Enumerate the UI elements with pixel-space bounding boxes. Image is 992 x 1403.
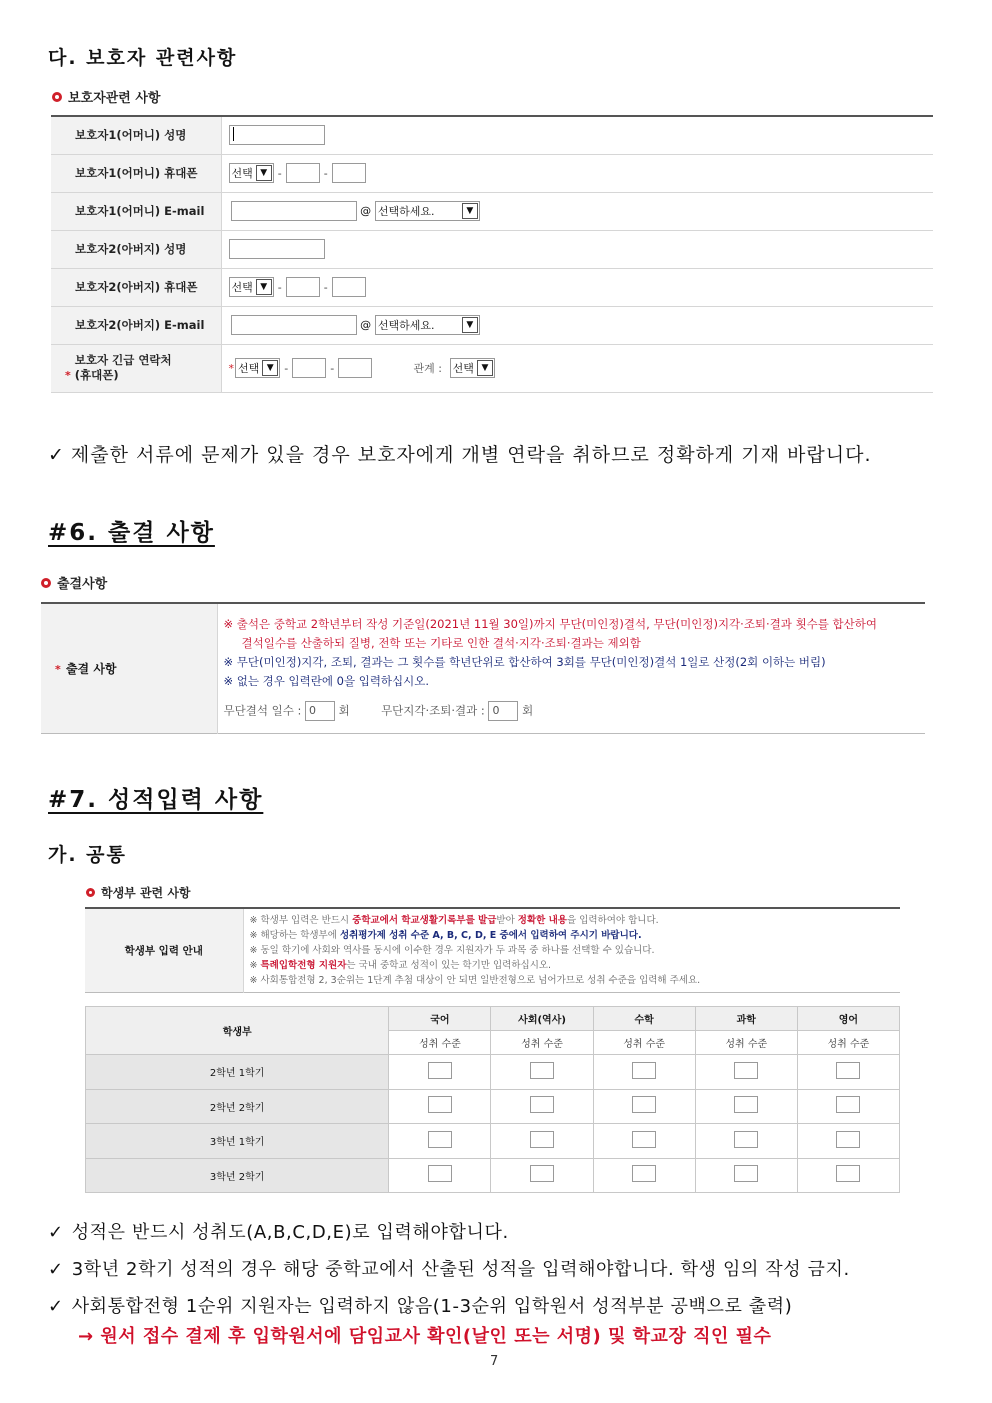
level-header: 성취 수준 — [491, 1031, 593, 1055]
guardian1-name-label: 보호자1(어머니) 성명 — [51, 116, 221, 154]
guardian-row — [51, 344, 933, 392]
late-unit: 회 — [522, 703, 534, 718]
grade-input[interactable] — [836, 1165, 860, 1182]
attendance-content — [217, 603, 925, 733]
emergency-contact-label — [51, 344, 221, 392]
chevron-down-icon: ▼ — [462, 317, 478, 333]
grade-input[interactable] — [632, 1096, 656, 1113]
text-caret — [233, 127, 234, 141]
guardian-row — [51, 306, 933, 344]
attendance-table — [41, 602, 925, 734]
guardian1-email-cell — [221, 192, 933, 230]
chevron-down-icon: ▼ — [262, 360, 278, 376]
guardian1-name-input[interactable] — [229, 125, 325, 145]
dash-separator: - — [284, 361, 289, 375]
guardian2-email-id-input[interactable] — [231, 315, 357, 335]
select-value: 선택 — [231, 167, 253, 180]
required-star: * — [228, 361, 234, 375]
dash-separator: - — [277, 280, 282, 294]
attendance-note1-cont: 결석일수를 산출하되 질병, 전학 또는 기타로 인한 결석·지각·조퇴·결과는 제외함 — [241, 636, 641, 651]
relation-select[interactable] — [450, 358, 495, 378]
subject-science: 과학 — [695, 1007, 797, 1031]
guardian1-phone-last-input[interactable] — [332, 163, 366, 183]
dash-separator: - — [323, 166, 328, 180]
guardian-subtitle-text: 보호자관련 사항 — [68, 91, 161, 106]
guide-line3: ※ 동일 학기에 사회와 역사를 동시에 이수한 경우 지원자가 두 과목 중 하나를 선택할 수 있습니다. — [249, 944, 655, 956]
emergency-label-line1: 보호자 긴급 연락처 — [74, 353, 172, 367]
section-title-attendance: #6. 출결 사항 — [48, 520, 215, 546]
grade-input[interactable] — [428, 1096, 452, 1113]
subject-math: 수학 — [593, 1007, 695, 1031]
guardian2-phone-cell — [221, 268, 933, 306]
guardian2-name-label: 보호자2(아버지) 성명 — [51, 230, 221, 268]
circle-bullet-icon — [41, 578, 51, 588]
dash-separator: - — [323, 280, 328, 294]
guide-content — [243, 908, 900, 992]
guardian-row — [51, 268, 933, 306]
select-value: 선택하세요. — [377, 319, 435, 332]
grade-input[interactable] — [734, 1062, 758, 1079]
table-row — [86, 1124, 900, 1159]
level-header: 성취 수준 — [797, 1031, 899, 1055]
check-mark-icon: ✓ — [48, 1259, 64, 1280]
guardian2-phone-prefix-select[interactable] — [229, 277, 274, 297]
guide-line2: ※ 해당하는 학생부에 성취평가제 성취 수준 A, B, C, D, E 중에서 입력하여 주시기 바랍니다. — [249, 929, 642, 941]
attendance-note3: ※ 없는 경우 입력란에 0을 입력하십시오. — [223, 674, 430, 689]
subject-korean: 국어 — [389, 1007, 491, 1031]
at-sign: @ — [360, 318, 372, 332]
relation-label: 관계 : — [413, 362, 443, 375]
table-row — [86, 1055, 900, 1090]
dash-separator: - — [277, 166, 282, 180]
table-row — [86, 1158, 900, 1193]
guardian2-email-label: 보호자2(아버지) E-mail — [51, 306, 221, 344]
late-count-input[interactable]: 0 — [488, 701, 518, 721]
grade-table — [85, 1006, 900, 1193]
section-subtitle-common: 가. 공통 — [48, 844, 127, 866]
note-confirmation-required: → 원서 접수 결제 후 입학원서에 담임교사 확인(날인 또는 서명) 및 학교장 직인 필수 — [78, 1326, 772, 1347]
select-value: 선택하세요. — [377, 205, 435, 218]
chevron-down-icon: ▼ — [256, 279, 272, 295]
guardian-row — [51, 116, 933, 154]
emergency-label-line2: (휴대폰) — [74, 368, 119, 382]
guardian-subtitle — [52, 87, 160, 106]
note-grade-format: ✓ 성적은 반드시 성취도(A,B,C,D,E)로 입력해야합니다. — [48, 1222, 509, 1243]
guardian2-email-domain-select[interactable] — [375, 315, 480, 335]
emergency-phone-mid-input[interactable] — [292, 358, 326, 378]
term-label: 3학년 2학기 — [86, 1158, 389, 1193]
grade-input[interactable] — [632, 1131, 656, 1148]
grade-input[interactable] — [530, 1096, 554, 1113]
guardian-notice — [48, 440, 872, 467]
emergency-phone-last-input[interactable] — [338, 358, 372, 378]
select-value: 선택 — [238, 362, 260, 375]
guardian-row — [51, 154, 933, 192]
grade-input[interactable] — [632, 1165, 656, 1182]
at-sign: @ — [360, 204, 372, 218]
chevron-down-icon: ▼ — [477, 360, 493, 376]
attendance-row — [41, 603, 925, 733]
grade-input[interactable] — [734, 1165, 758, 1182]
grade-input[interactable] — [734, 1131, 758, 1148]
student-record-subtitle-text: 학생부 관련 사항 — [101, 886, 191, 900]
attendance-subtitle-text: 출결사항 — [57, 577, 108, 592]
guardian2-name-cell — [221, 230, 933, 268]
guardian1-email-domain-select[interactable] — [375, 201, 480, 221]
grade-input[interactable] — [734, 1096, 758, 1113]
term-label: 3학년 1학기 — [86, 1124, 389, 1159]
check-mark-icon: ✓ — [48, 1222, 64, 1243]
guide-row — [85, 908, 900, 992]
term-label: 2학년 1학기 — [86, 1055, 389, 1090]
guide-line5: ※ 사회통합전형 2, 3순위는 1단계 추첨 대상이 안 되면 일반전형으로 넘어가므로 성취 수준을 입력해 주세요. — [249, 974, 701, 986]
check-mark-icon: ✓ — [48, 1296, 64, 1317]
guide-line1: ※ 학생부 입력은 반드시 중학교에서 학교생활기록부를 발급받아 정확한 내용을 입력하여야 합니다. — [249, 914, 659, 926]
subject-english: 영어 — [797, 1007, 899, 1031]
note-final-semester: ✓ 3학년 2학기 성적의 경우 해당 중학교에서 산출된 성적을 입력해야합니다. 학생 임의 작성 금지. — [48, 1259, 850, 1280]
table-row — [86, 1089, 900, 1124]
guardian1-phone-mid-input[interactable] — [286, 163, 320, 183]
grade-input[interactable] — [836, 1096, 860, 1113]
level-header: 성취 수준 — [389, 1031, 491, 1055]
attendance-note2: ※ 무단(미인정)지각, 조퇴, 결과는 그 횟수를 학년단위로 합산하여 3회를 무단(미인정)결석 1일로 산정(2회 이하는 버림) — [223, 655, 826, 670]
required-star: * — [65, 368, 71, 382]
guide-line4: ※ 특례입학전형 지원자는 국내 중학교 성적이 있는 학기만 입력하십시오. — [249, 959, 552, 971]
emergency-contact-cell — [221, 344, 933, 392]
note-social-integration: ✓ 사회통합전형 1순위 지원자는 입력하지 않음(1-3순위 입학원서 성적부분 공백으로 출력) — [48, 1296, 793, 1317]
guardian2-phone-mid-input[interactable] — [286, 277, 320, 297]
guardian-form-table — [51, 115, 933, 393]
guardian-row — [51, 192, 933, 230]
section-title-guardian: 다. 보호자 관련사항 — [48, 47, 238, 69]
required-star: * — [55, 662, 61, 676]
student-record-subtitle — [86, 884, 191, 901]
guardian2-name-input[interactable] — [229, 239, 325, 259]
attendance-inputs — [224, 701, 920, 721]
check-mark-icon: ✓ — [48, 444, 65, 466]
circle-bullet-icon — [86, 888, 95, 897]
grade-input[interactable] — [632, 1062, 656, 1079]
guide-label: 학생부 입력 안내 — [85, 908, 243, 992]
guardian1-phone-prefix-select[interactable] — [229, 163, 274, 183]
grade-input[interactable] — [530, 1165, 554, 1182]
grade-input[interactable] — [428, 1062, 452, 1079]
attendance-note1: ※ 출석은 중학교 2학년부터 작성 기준일(2021년 11월 30일)까지 무단(미인정)결석, 무단(미인정)지각·조퇴·결과 횟수를 합산하여 — [223, 617, 877, 632]
record-guide-table — [85, 907, 900, 993]
attendance-label — [41, 603, 217, 733]
guardian1-email-label: 보호자1(어머니) E-mail — [51, 192, 221, 230]
grade-input[interactable] — [428, 1165, 452, 1182]
subject-social: 사회(역사) — [491, 1007, 593, 1031]
chevron-down-icon: ▼ — [462, 203, 478, 219]
grade-input[interactable] — [836, 1131, 860, 1148]
select-value: 선택 — [452, 362, 474, 375]
circle-bullet-icon — [52, 92, 62, 102]
grade-input[interactable] — [530, 1131, 554, 1148]
absent-label: 무단결석 일수 : — [223, 703, 302, 718]
late-label: 무단지각·조퇴·결과 : — [381, 703, 485, 718]
chevron-down-icon: ▼ — [256, 165, 272, 181]
guardian1-phone-label: 보호자1(어머니) 휴대폰 — [51, 154, 221, 192]
guardian1-email-id-input[interactable] — [231, 201, 357, 221]
section-title-grades: #7. 성적입력 사항 — [48, 787, 264, 813]
page-number: 7 — [490, 1354, 499, 1369]
guardian-row — [51, 230, 933, 268]
dash-separator: - — [330, 361, 335, 375]
attendance-subtitle — [41, 573, 107, 592]
guardian2-phone-last-input[interactable] — [332, 277, 366, 297]
absent-unit: 회 — [338, 703, 350, 718]
emergency-phone-prefix-select[interactable] — [235, 358, 280, 378]
level-header: 성취 수준 — [695, 1031, 797, 1055]
grade-input[interactable] — [836, 1062, 860, 1079]
grade-input[interactable] — [428, 1131, 452, 1148]
term-label: 2학년 2학기 — [86, 1089, 389, 1124]
level-header: 성취 수준 — [593, 1031, 695, 1055]
absent-days-input[interactable]: 0 — [305, 701, 335, 721]
guardian-notice-text: 제출한 서류에 문제가 있을 경우 보호자에게 개별 연락을 취하므로 정확하게 기재 바랍니다. — [70, 444, 872, 466]
attendance-label-text: 출결 사항 — [65, 661, 117, 676]
guardian1-name-cell — [221, 116, 933, 154]
grade-input[interactable] — [530, 1062, 554, 1079]
guardian2-email-cell — [221, 306, 933, 344]
guardian2-phone-label: 보호자2(아버지) 휴대폰 — [51, 268, 221, 306]
guardian1-phone-cell — [221, 154, 933, 192]
select-value: 선택 — [231, 281, 253, 294]
grade-header-record: 학생부 — [86, 1007, 389, 1055]
